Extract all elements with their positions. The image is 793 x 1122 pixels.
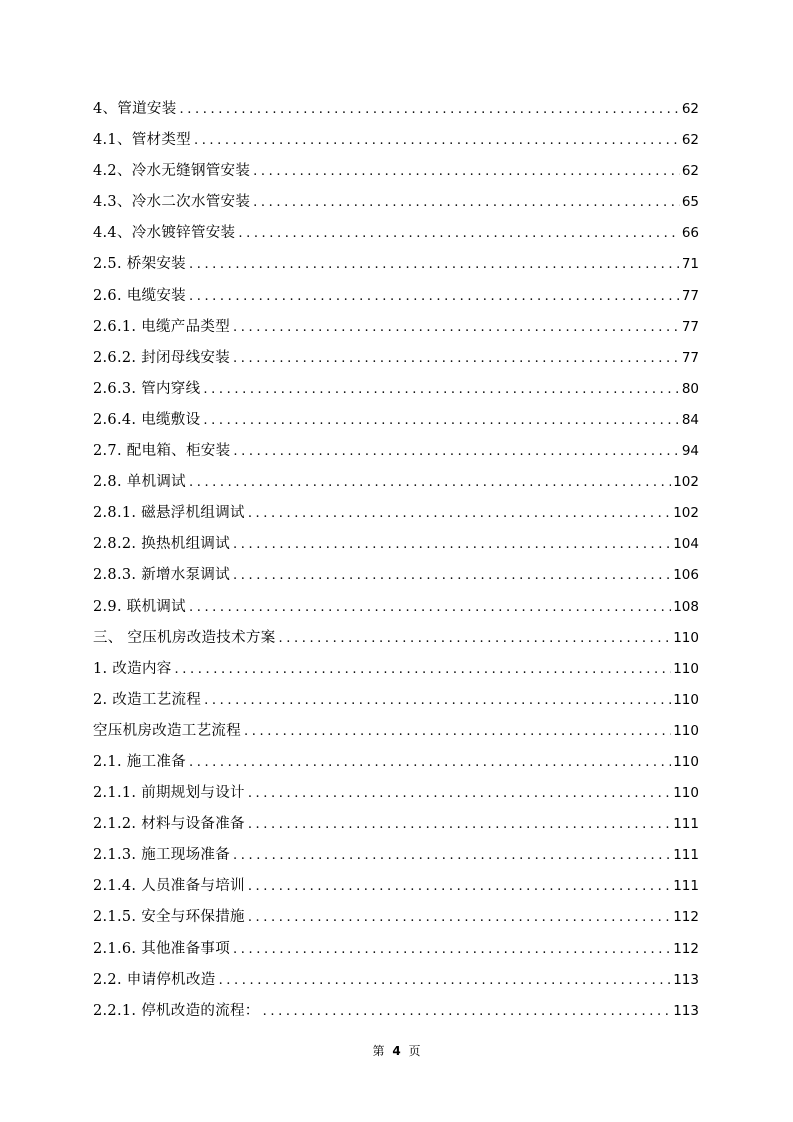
toc-entry[interactable]	[93, 623, 699, 654]
toc-entry[interactable]	[93, 934, 699, 965]
toc-entry[interactable]	[93, 498, 699, 529]
toc-entry-page-number: 77	[681, 349, 699, 366]
toc-entry-page-number: 110	[673, 753, 699, 770]
toc-entry-title: 1. 改造内容	[93, 660, 172, 677]
toc-entry-page-number: 94	[681, 443, 699, 460]
toc-entry[interactable]	[93, 529, 699, 560]
toc-entry-title: 2.6.4. 电缆敷设	[93, 411, 201, 428]
toc-entry[interactable]	[93, 654, 699, 685]
toc-entry-title: 4.2、冷水无缝钢管安装	[93, 163, 251, 180]
toc-dot-leader	[194, 125, 680, 156]
toc-entry[interactable]	[93, 281, 699, 312]
toc-dot-leader	[244, 716, 671, 747]
toc-entry[interactable]	[93, 809, 699, 840]
toc-entry[interactable]	[93, 436, 699, 467]
toc-entry-title: 2.1.3. 施工现场准备	[93, 847, 231, 864]
toc-dot-leader	[233, 436, 679, 467]
toc-entry-page-number: 65	[681, 194, 699, 211]
toc-entry-page-number: 66	[681, 225, 699, 242]
toc-entry-title: 2.8. 单机调试	[93, 474, 186, 491]
toc-entry[interactable]	[93, 685, 699, 716]
toc-entry[interactable]	[93, 592, 699, 623]
toc-dot-leader	[203, 405, 679, 436]
toc-entry-title: 2.8.3. 新增水泵调试	[93, 567, 231, 584]
toc-entry-page-number: 111	[673, 816, 699, 833]
toc-entry-title: 2.2.1. 停机改造的流程：	[93, 1002, 260, 1019]
toc-entry[interactable]	[93, 405, 699, 436]
toc-dot-leader	[204, 685, 671, 716]
toc-dot-leader	[233, 560, 671, 591]
toc-entry-title: 2.9. 联机调试	[93, 598, 186, 615]
toc-entry-page-number: 80	[681, 380, 699, 397]
toc-entry-title: 2.1.6. 其他准备事项	[93, 940, 231, 957]
toc-entry-title: 2.6.1. 电缆产品类型	[93, 318, 231, 335]
toc-entry[interactable]	[93, 249, 699, 280]
toc-entry[interactable]	[93, 312, 699, 343]
toc-entry[interactable]	[93, 560, 699, 591]
toc-entry-page-number: 110	[673, 660, 699, 677]
toc-entry-title: 2. 改造工艺流程	[93, 691, 202, 708]
toc-dot-leader	[233, 312, 680, 343]
toc-dot-leader	[189, 467, 671, 498]
toc-dot-leader	[253, 156, 680, 187]
toc-entry-page-number: 110	[673, 785, 699, 802]
toc-entry-page-number: 102	[673, 474, 699, 491]
toc-entry[interactable]	[93, 467, 699, 498]
toc-entry-page-number: 113	[673, 1002, 699, 1019]
toc-entry-page-number: 111	[673, 878, 699, 895]
toc-entry-title: 4、管道安装	[93, 101, 177, 117]
toc-entry-page-number: 62	[681, 163, 699, 180]
toc-entry-page-number: 106	[673, 567, 699, 584]
toc-dot-leader	[248, 902, 671, 933]
toc-entry-title: 三、 空压机房改造技术方案	[93, 629, 276, 646]
toc-entry-title: 2.1. 施工准备	[93, 753, 186, 770]
toc-entry[interactable]	[93, 218, 699, 249]
toc-dot-leader	[279, 623, 672, 654]
toc-entry-title: 2.1.4. 人员准备与培训	[93, 878, 245, 895]
toc-entry[interactable]	[93, 996, 699, 1027]
toc-entry-page-number: 112	[673, 940, 699, 957]
toc-dot-leader	[238, 218, 679, 249]
toc-entry-title: 4.3、冷水二次水管安装	[93, 194, 251, 211]
toc-entry-title: 2.1.1. 前期规划与设计	[93, 785, 245, 802]
table-of-contents	[93, 94, 699, 1027]
toc-dot-leader	[180, 94, 680, 125]
toc-entry-title: 2.8.1. 磁悬浮机组调试	[93, 505, 245, 522]
footer-suffix: 页	[408, 1044, 421, 1058]
toc-entry[interactable]	[93, 94, 699, 125]
toc-entry-page-number: 110	[673, 629, 699, 646]
toc-dot-leader	[219, 965, 672, 996]
toc-entry-page-number: 84	[681, 411, 699, 428]
toc-dot-leader	[189, 747, 671, 778]
toc-entry-title: 4.4、冷水镀锌管安装	[93, 225, 236, 242]
toc-entry-page-number: 104	[673, 536, 699, 553]
toc-entry-title: 2.1.2. 材料与设备准备	[93, 816, 245, 833]
toc-entry-title: 2.8.2. 换热机组调试	[93, 536, 231, 553]
toc-dot-leader	[233, 529, 671, 560]
toc-entry-page-number: 108	[673, 598, 699, 615]
toc-entry-title: 2.6. 电缆安装	[93, 287, 186, 304]
toc-dot-leader	[233, 934, 671, 965]
toc-dot-leader	[248, 498, 671, 529]
toc-dot-leader	[233, 840, 671, 871]
toc-entry-page-number: 77	[681, 287, 699, 304]
toc-dot-leader	[248, 809, 671, 840]
toc-entry-page-number: 112	[673, 909, 699, 926]
toc-entry[interactable]	[93, 747, 699, 778]
toc-dot-leader	[175, 654, 672, 685]
toc-entry-page-number: 110	[673, 691, 699, 708]
toc-entry-page-number: 62	[681, 132, 699, 149]
toc-entry-title: 2.7. 配电箱、柜安装	[93, 443, 231, 460]
toc-entry[interactable]	[93, 840, 699, 871]
toc-entry[interactable]	[93, 965, 699, 996]
toc-dot-leader	[263, 996, 672, 1027]
toc-entry-page-number: 113	[673, 971, 699, 988]
toc-entry[interactable]	[93, 187, 699, 218]
toc-dot-leader	[253, 187, 680, 218]
toc-entry-title: 2.2. 申请停机改造	[93, 971, 216, 988]
toc-entry[interactable]	[93, 343, 699, 374]
toc-entry-title: 空压机房改造工艺流程	[93, 722, 241, 739]
page-footer	[0, 1042, 793, 1059]
toc-dot-leader	[203, 374, 679, 405]
toc-entry[interactable]	[93, 716, 699, 747]
toc-entry-page-number: 62	[681, 101, 699, 117]
toc-entry-page-number: 71	[681, 256, 699, 273]
toc-dot-leader	[189, 281, 680, 312]
toc-entry[interactable]	[93, 125, 699, 156]
toc-entry[interactable]	[93, 871, 699, 902]
toc-entry-page-number: 102	[673, 505, 699, 522]
toc-dot-leader	[248, 871, 671, 902]
toc-dot-leader	[233, 343, 680, 374]
toc-entry-page-number: 110	[673, 722, 699, 739]
footer-page-number: 4	[392, 1044, 401, 1058]
toc-dot-leader	[248, 778, 671, 809]
toc-entry-title: 2.5. 桥架安装	[93, 256, 186, 273]
toc-entry-page-number: 77	[681, 318, 699, 335]
toc-entry[interactable]	[93, 156, 699, 187]
toc-entry-title: 4.1、管材类型	[93, 132, 191, 149]
toc-entry[interactable]	[93, 374, 699, 405]
toc-entry[interactable]	[93, 902, 699, 933]
toc-entry-title: 2.6.3. 管内穿线	[93, 380, 201, 397]
toc-entry-title: 2.6.2. 封闭母线安装	[93, 349, 231, 366]
toc-entry-title: 2.1.5. 安全与环保措施	[93, 909, 245, 926]
toc-dot-leader	[189, 249, 680, 280]
toc-entry[interactable]	[93, 778, 699, 809]
toc-dot-leader	[189, 592, 671, 623]
footer-prefix: 第	[372, 1044, 385, 1058]
toc-entry-page-number: 111	[673, 847, 699, 864]
